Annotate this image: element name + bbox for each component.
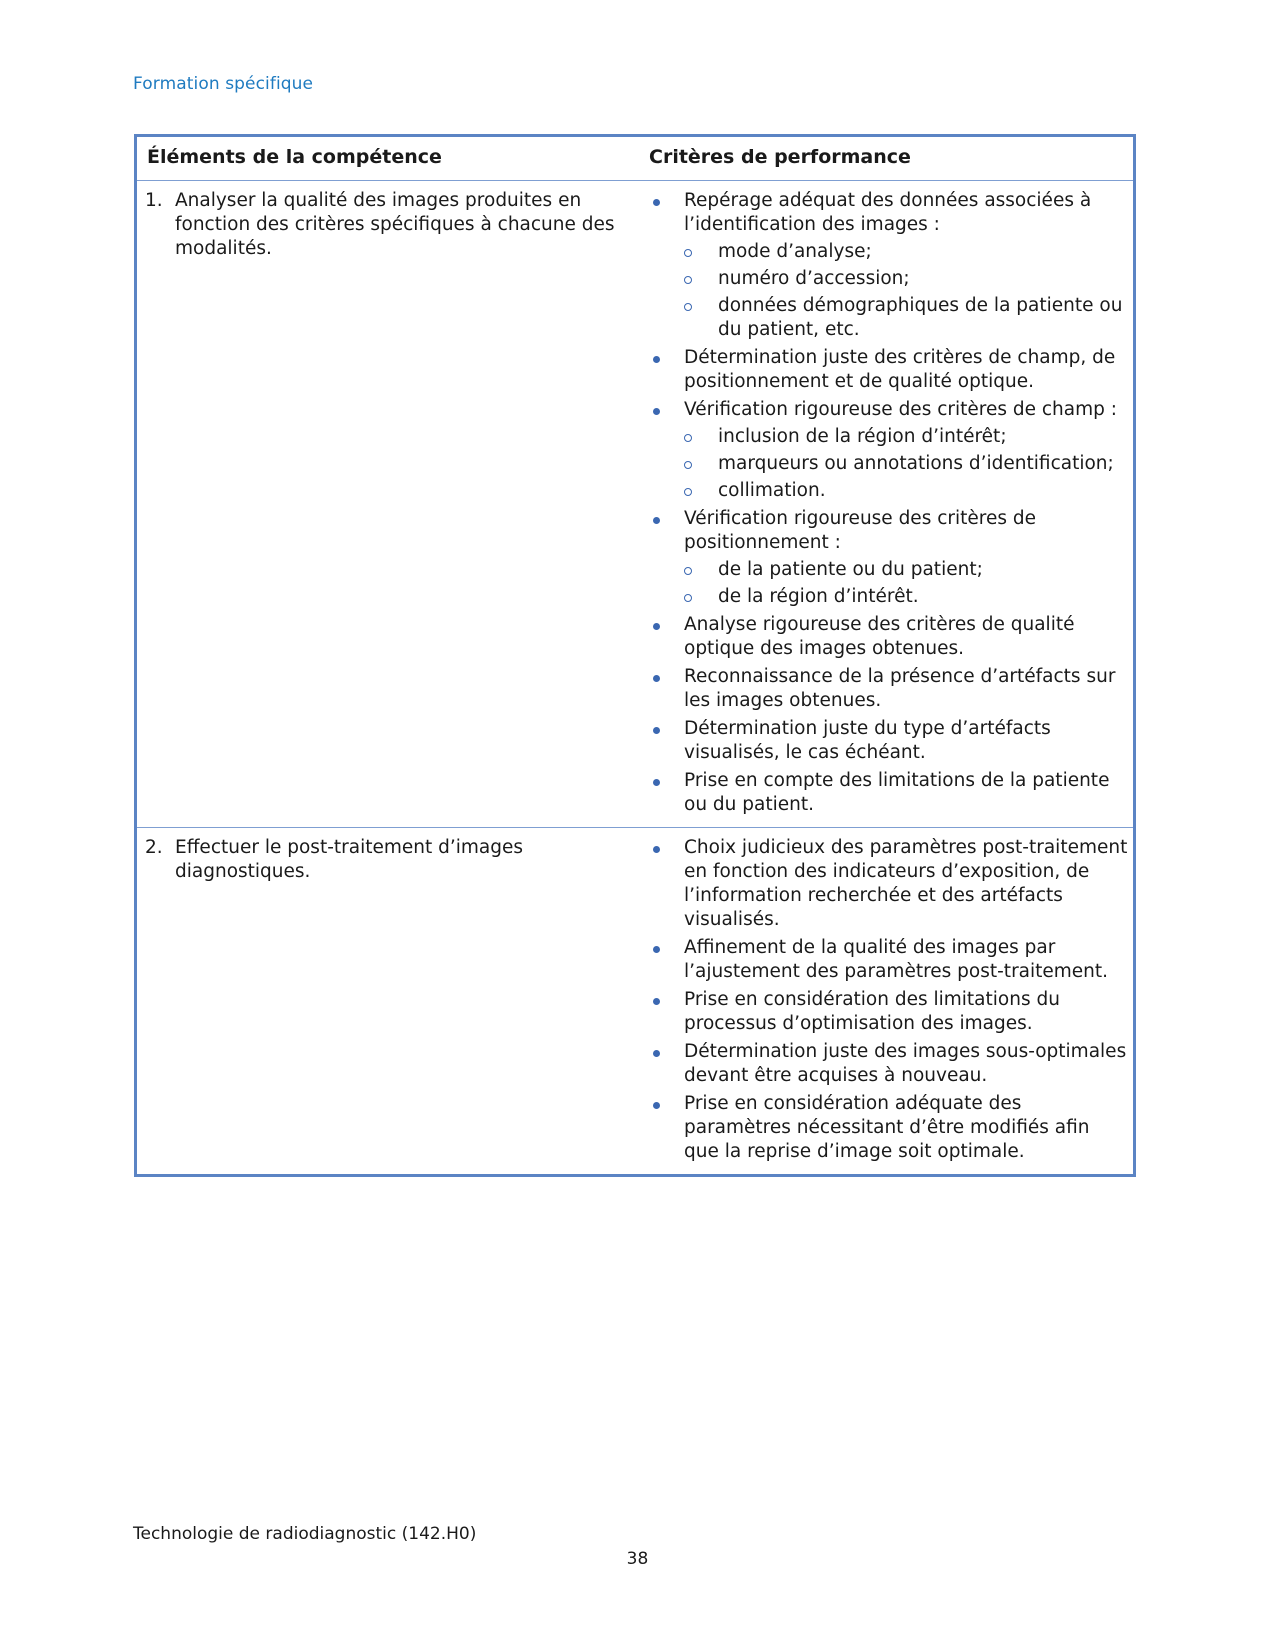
hollow-bullet-icon: [684, 567, 692, 575]
sub-criterion-item: [684, 452, 1129, 476]
element-cell: [137, 828, 638, 1174]
bullet-icon: [653, 517, 660, 524]
sub-criterion-item: [684, 425, 1129, 449]
footer-program: Technologie de radiodiagnostic (142.H0): [133, 1524, 477, 1544]
criterion-item: [638, 398, 1129, 503]
sub-criterion-item: [684, 240, 1129, 264]
sub-criterion-text: collimation.: [718, 480, 826, 501]
criterion-text: Détermination juste des images sous-optimales devant être acquises à nouveau.: [684, 1041, 1127, 1086]
sub-criterion-text: mode d’analyse;: [718, 241, 872, 262]
hollow-bullet-icon: [684, 594, 692, 602]
hollow-bullet-icon: [684, 434, 692, 442]
bullet-icon: [653, 846, 660, 853]
bullet-icon: [653, 1050, 660, 1057]
bullet-icon: [653, 727, 660, 734]
criterion-item: [638, 613, 1129, 661]
bullet-icon: [653, 675, 660, 682]
sub-criterion-item: [684, 558, 1129, 582]
competency-element: [145, 836, 632, 884]
sub-criterion-text: de la région d’intérêt.: [718, 586, 919, 607]
element-number: 2.: [145, 837, 163, 858]
element-number: 1.: [145, 190, 163, 211]
hollow-bullet-icon: [684, 303, 692, 311]
header-elements: Éléments de la compétence: [147, 146, 442, 168]
criterion-text: Choix judicieux des paramètres post-traitement en fonction des indicateurs d’exposition, de l’information recherchée et des artéfacts visualisés.: [684, 837, 1128, 930]
bullet-icon: [653, 998, 660, 1005]
hollow-bullet-icon: [684, 461, 692, 469]
criterion-text: Prise en considération des limitations du processus d’optimisation des images.: [684, 989, 1060, 1034]
sub-criterion-text: données démographiques de la patiente ou du patient, etc.: [718, 295, 1123, 340]
criterion-item: [638, 1040, 1129, 1088]
competency-table: [134, 134, 1136, 1177]
table-row: [137, 827, 1133, 1174]
sub-criteria-list: [684, 425, 1129, 503]
criterion-item: [638, 836, 1129, 932]
sub-criteria-list: [684, 558, 1129, 609]
criterion-text: Vérification rigoureuse des critères de positionnement :: [684, 508, 1036, 553]
criterion-text: Affinement de la qualité des images par l’ajustement des paramètres post-traitement.: [684, 937, 1109, 982]
criterion-item: [638, 1092, 1129, 1164]
criterion-text: Prise en considération adéquate des paramètres nécessitant d’être modifiés afin que la reprise d’image soit optimale.: [684, 1093, 1090, 1162]
criteria-cell: [638, 828, 1133, 1174]
hollow-bullet-icon: [684, 276, 692, 284]
criterion-item: [638, 769, 1129, 817]
bullet-icon: [653, 408, 660, 415]
criterion-text: Détermination juste des critères de champ, de positionnement et de qualité optique.: [684, 347, 1116, 392]
sub-criterion-item: [684, 294, 1129, 342]
sub-criterion-item: [684, 479, 1129, 503]
table-body: [137, 181, 1133, 1174]
sub-criterion-item: [684, 267, 1129, 291]
criterion-item: [638, 507, 1129, 609]
criterion-item: [638, 988, 1129, 1036]
hollow-bullet-icon: [684, 249, 692, 257]
sub-criterion-text: numéro d’accession;: [718, 268, 910, 289]
criterion-text: Vérification rigoureuse des critères de champ :: [684, 399, 1117, 420]
criterion-text: Prise en compte des limitations de la patiente ou du patient.: [684, 770, 1110, 815]
bullet-icon: [653, 199, 660, 206]
criteria-list: [638, 189, 1129, 817]
criterion-item: [638, 936, 1129, 984]
page-number: 38: [626, 1549, 649, 1569]
sub-criteria-list: [684, 240, 1129, 342]
criterion-text: Reconnaissance de la présence d’artéfacts sur les images obtenues.: [684, 666, 1116, 711]
table-header: [137, 137, 1133, 181]
criterion-text: Détermination juste du type d’artéfacts visualisés, le cas échéant.: [684, 718, 1051, 763]
criterion-item: [638, 346, 1129, 394]
sub-criterion-text: de la patiente ou du patient;: [718, 559, 983, 580]
criterion-item: [638, 717, 1129, 765]
bullet-icon: [653, 779, 660, 786]
bullet-icon: [653, 623, 660, 630]
bullet-icon: [653, 356, 660, 363]
sub-criterion-item: [684, 585, 1129, 609]
criteria-cell: [638, 181, 1133, 827]
criteria-list: [638, 836, 1129, 1164]
bullet-icon: [653, 946, 660, 953]
element-cell: [137, 181, 638, 827]
criterion-item: [638, 665, 1129, 713]
sub-criterion-text: inclusion de la région d’intérêt;: [718, 426, 1007, 447]
hollow-bullet-icon: [684, 488, 692, 496]
criterion-text: Repérage adéquat des données associées à l’identification des images :: [684, 190, 1092, 235]
table-row: [137, 181, 1133, 827]
running-header: Formation spécifique: [133, 74, 314, 94]
element-text: Effectuer le post-traitement d’images diagnostiques.: [175, 837, 523, 882]
header-criteria: Critères de performance: [649, 146, 911, 168]
criterion-item: [638, 189, 1129, 342]
competency-element: [145, 189, 632, 261]
criterion-text: Analyse rigoureuse des critères de qualité optique des images obtenues.: [684, 614, 1075, 659]
sub-criterion-text: marqueurs ou annotations d’identification;: [718, 453, 1114, 474]
bullet-icon: [653, 1102, 660, 1109]
element-text: Analyser la qualité des images produites en fonction des critères spécifiques à chacune des modalités.: [175, 190, 615, 259]
